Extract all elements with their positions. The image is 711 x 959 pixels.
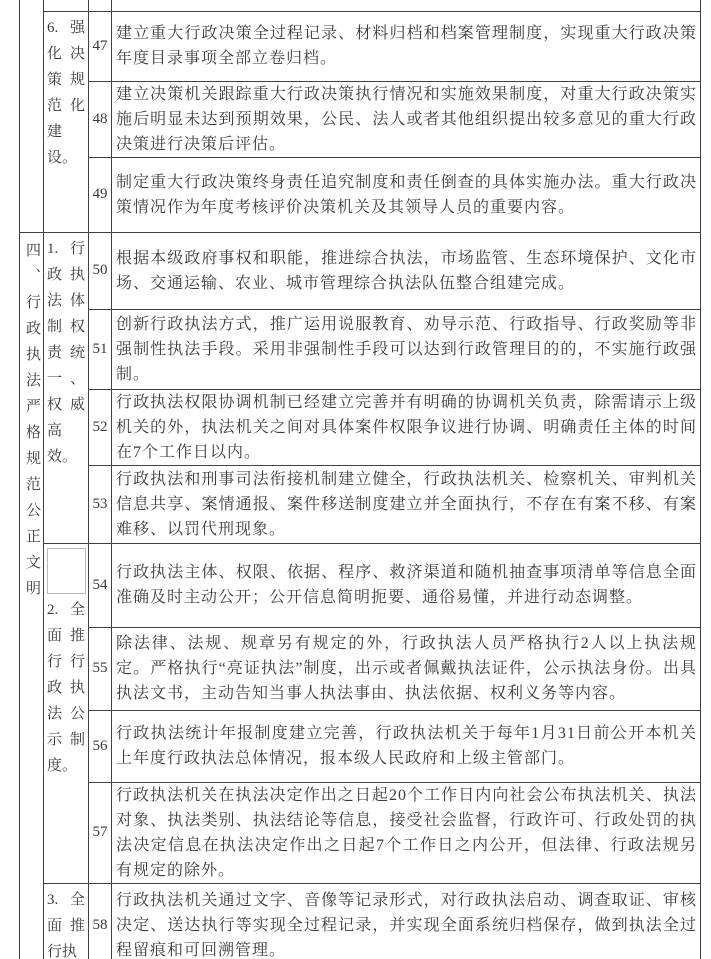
table-row-48 <box>20 81 701 157</box>
table-row-53 <box>20 465 701 543</box>
item-text: 行政执法主体、权限、依据、程序、救济渠道和随机抽查事项清单等信息全面准确及时主动公开；公开信息简明扼要、通俗易懂，并进行动态调整。 <box>112 543 701 627</box>
table-row-49 <box>20 157 701 232</box>
table-row-57 <box>20 782 701 883</box>
table-row-56 <box>20 710 701 782</box>
item-number: 52 <box>89 389 112 465</box>
cut-row-cell <box>112 0 701 11</box>
item-number: 50 <box>89 232 112 309</box>
category-label-6: 6. 强化决策规范化建设。 <box>44 11 89 232</box>
item-number: 57 <box>89 782 112 883</box>
table-row-55 <box>20 627 701 710</box>
item-text: 行政执法权限协调机制已经建立完善并有明确的协调机关负责，除需请示上级机关的外，执法机关之间对具体案件权限争议进行协调、明确责任主体的时间在7个工作日以内。 <box>112 389 701 465</box>
assessment-table <box>19 0 701 959</box>
item-text: 建立重大行政决策全过程记录、材料归档和档案管理制度，实现重大行政决策年度目录事项全部立卷归档。 <box>112 11 701 81</box>
table-row-50 <box>20 232 701 309</box>
item-text: 行政执法机关在执法决定作出之日起20个工作日内向社会公布执法机关、执法对象、执法类别、执法结论等信息，接受社会监督，行政许可、行政处罚的执法决定信息在执法决定作出之日起7个工作日之内公开，但法律、行政法规另有规定的除外。 <box>112 782 701 883</box>
table-row-58-cut-bottom <box>20 883 701 959</box>
item-text: 根据本级政府事权和职能，推进综合执法，市场监管、生态环境保护、文化市场、交通运输、农业、城市管理综合执法队伍整合组建完成。 <box>112 232 701 309</box>
item-text: 建立决策机关跟踪重大行政决策执行情况和实施效果制度，对重大行政决策实施后明显未达到预期效果，公民、法人或者其他组织提出较多意见的重大行政决策进行决策后评估。 <box>112 81 701 157</box>
item-number: 47 <box>89 11 112 81</box>
section-label-previous <box>20 0 44 232</box>
item-number: 55 <box>89 627 112 710</box>
item-text: 行政执法和刑事司法衔接机制建立健全，行政执法机关、检察机关、审判机关信息共享、案情通报、案件移送制度建立并全面执行，不存在有案不移、有案难移、以罚代刑现象。 <box>112 465 701 543</box>
cut-row-cell <box>44 0 89 11</box>
item-text: 除法律、法规、规章另有规定的外，行政执法人员严格执行2人以上执法规定。严格执行“亮证执法”制度，出示或者佩戴执法证件，公示执法身份。出具执法文书，主动告知当事人执法事由、执法依据、权利义务等内容。 <box>112 627 701 710</box>
table-row-54 <box>20 543 701 627</box>
table-row-47 <box>20 11 701 81</box>
item-number: 48 <box>89 81 112 157</box>
item-number: 49 <box>89 157 112 232</box>
category-label-2 <box>44 543 89 883</box>
section-label: 四、行政执法严格规范公正文明 <box>20 232 44 959</box>
category-label-3: 3. 全面推行执 <box>44 883 89 959</box>
category-label-text: 2. 全面推行行政执法公示制度。 <box>47 601 85 774</box>
item-text: 制定重大行政决策终身责任追究制度和责任倒查的具体实施办法。重大行政决策情况作为年度考核评价决策机关及其领导人员的重要内容。 <box>112 157 701 232</box>
item-number: 53 <box>89 465 112 543</box>
item-number: 58 <box>89 883 112 959</box>
category-label-1: 1. 行政执法体制权责统一、权威高效。 <box>44 232 89 543</box>
table-row-51 <box>20 309 701 389</box>
item-number: 54 <box>89 543 112 627</box>
empty-image-placeholder <box>47 548 86 594</box>
item-text: 行政执法统计年报制度建立完善，行政执法机关于每年1月31日前公开本机关上年度行政执法总体情况，报本级人民政府和上级主管部门。 <box>112 710 701 782</box>
cut-row-cell <box>89 0 112 11</box>
table-row-cut-top <box>20 0 701 11</box>
item-text: 行政执法机关通过文字、音像等记录形式，对行政执法启动、调查取证、审核决定、送达执行等实现全过程记录，并实现全面系统归档保存，做到执法全过程留痕和可回溯管理。 <box>112 883 701 959</box>
item-number: 56 <box>89 710 112 782</box>
item-number: 51 <box>89 309 112 389</box>
item-text: 创新行政执法方式，推广运用说服教育、劝导示范、行政指导、行政奖励等非强制性执法手段。采用非强制性手段可以达到行政管理目的的，不实施行政强制。 <box>112 309 701 389</box>
table-row-52 <box>20 389 701 465</box>
